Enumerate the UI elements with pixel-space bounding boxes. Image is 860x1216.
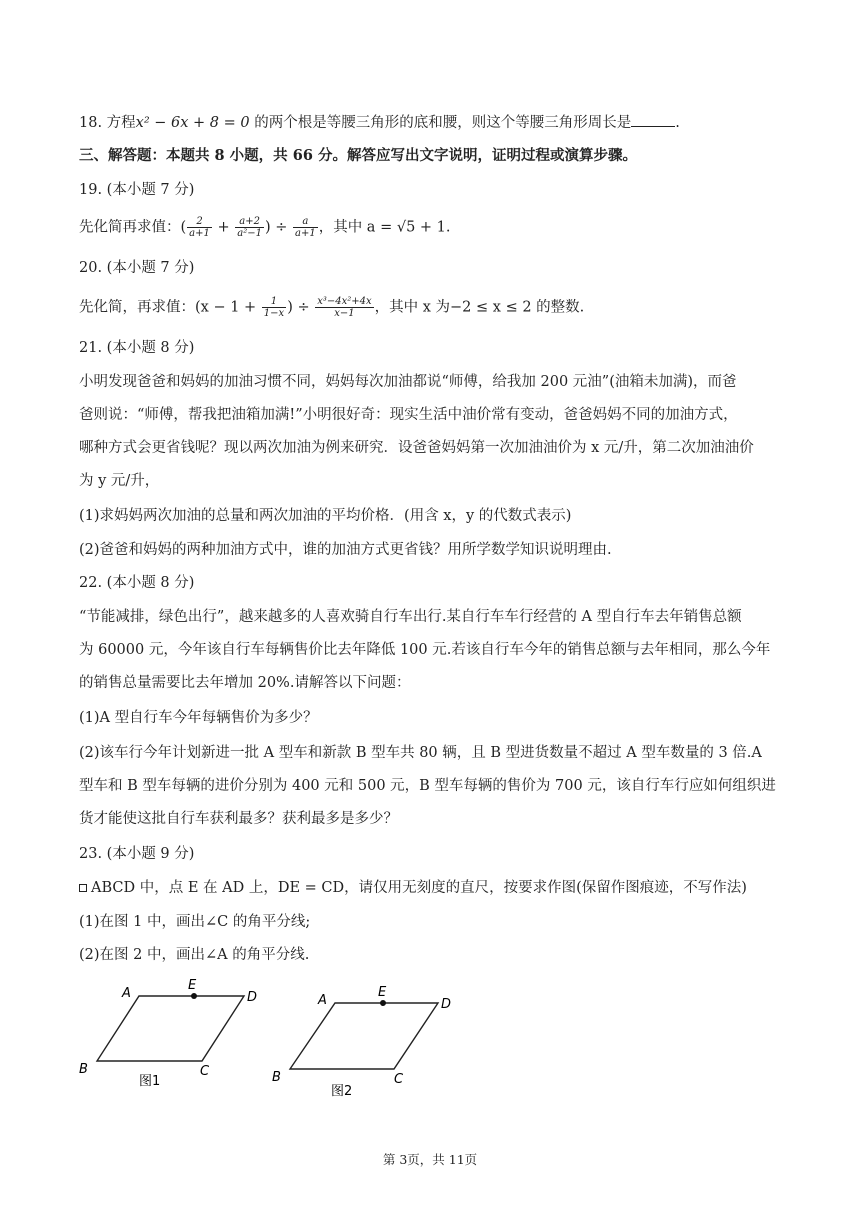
q20-tail: ，其中 x 为−2 ≤ x ≤ 2 的整数. (374, 299, 585, 316)
label-c: C (200, 1064, 210, 1079)
answer-blank (631, 112, 675, 127)
label-d: D (247, 990, 258, 1005)
q21-line-1: 小明发现爸爸和妈妈的加油习惯不同，妈妈每次加油都说“师傅，给我加 200 元油”(油箱未加满)，而爸 (79, 374, 737, 390)
label-d: D (441, 997, 452, 1012)
q18-line (79, 112, 680, 133)
q21-heading: 21. (本小题 8 分) (79, 340, 195, 356)
q20-statement (79, 296, 584, 319)
page-footer: 第 3页，共 11页 (382, 1152, 478, 1167)
q19-fraction-2 (235, 216, 264, 239)
fraction-numerator: a (293, 216, 318, 228)
q21-line-3: 哪种方式会更省钱呢？现以两次加油为例来研究．设爸爸妈妈第一次加油油价为 x 元/升，第二次加油油价 (79, 440, 754, 456)
q18-equation: x² − 6x + 8 = 0 (135, 115, 250, 131)
fraction-denominator: a²−1 (237, 228, 262, 239)
figures (0, 975, 860, 1115)
q19-statement (79, 216, 451, 239)
q19-fraction-1 (187, 216, 212, 239)
parallelogram-2 (290, 1003, 438, 1069)
figure-1-caption: 图1 (139, 1074, 161, 1089)
fraction-denominator: a+1 (295, 228, 316, 239)
q19-lead: 先化简再求值：( (79, 219, 187, 236)
figure-2-caption: 图2 (331, 1084, 353, 1099)
q22-line-2: 为 60000 元，今年该自行车每辆售价比去年降低 100 元.若该自行车今年的销售总额与去年相同，那么今年 (79, 642, 771, 658)
fraction-numerator: 1 (262, 296, 286, 308)
fraction-numerator: x³−4x²+4x (317, 296, 372, 307)
figure-1 (79, 978, 257, 1089)
label-e: E (188, 978, 197, 993)
q20-heading: 20. (本小题 7 分) (79, 260, 195, 276)
fraction-denominator: a+1 (189, 228, 210, 239)
label-b: B (79, 1062, 88, 1077)
q18-prefix: 18. 方程 (79, 115, 136, 131)
fraction-denominator: x−1 (334, 308, 355, 319)
q22-heading: 22. (本小题 8 分) (79, 575, 195, 591)
q20-fraction-1 (262, 296, 286, 319)
label-c: C (394, 1072, 404, 1087)
q18-end: . (675, 115, 680, 131)
q19-fraction-3 (293, 216, 318, 239)
label-a: A (122, 986, 131, 1001)
q20-fraction-2 (315, 296, 373, 319)
q21-part-2: (2)爸爸和妈妈的两种加油方式中，谁的加油方式更省钱？用所学数学知识说明理由. (79, 542, 612, 558)
label-a: A (318, 993, 327, 1008)
divide-sign: ) ÷ (287, 299, 315, 316)
q21-line-2: 爸则说：“师傅，帮我把油箱加满!”小明很好奇：现实生活中油价常有变动，爸爸妈妈不同的加油方式， (79, 407, 738, 423)
q23-heading: 23. (本小题 9 分) (79, 846, 195, 862)
section-heading: 三、解答题：本题共 8 小题，共 66 分。解答应写出文字说明，证明过程或演算步骤。 (79, 147, 637, 164)
figure-2 (272, 985, 451, 1099)
q23-part-2: (2)在图 2 中，画出∠A 的角平分线. (79, 947, 310, 963)
q22-part-2-line-1: (2)该车行今年计划新进一批 A 型车和新款 B 型车共 80 辆，且 B 型进货数量不超过 A 型车数量的 3 倍.A (79, 745, 762, 761)
point-e-1 (191, 993, 197, 999)
q22-line-1: “节能减排，绿色出行”，越来越多的人喜欢骑自行车出行.某自行车车行经营的 A 型自行车去年销售总额 (79, 609, 742, 625)
fraction-numerator: a+2 (235, 216, 264, 228)
q23-statement (79, 878, 747, 898)
divide-sign: ) ÷ (264, 219, 292, 236)
parallelogram-1 (97, 996, 244, 1061)
q22-part-2-line-2: 型车和 B 型车每辆的进价分别为 400 元和 500 元，B 型车每辆的售价为 700 元，该自行车行应如何组织进 (79, 778, 776, 794)
q19-tail: ，其中 a = √5 + 1. (318, 219, 451, 236)
q21-part-1: (1)求妈妈两次加油的总量和两次加油的平均价格．(用含 x，y 的代数式表示) (79, 508, 572, 524)
q21-line-4: 为 y 元/升， (79, 473, 160, 489)
fraction-numerator: 2 (187, 216, 212, 228)
q23-part-1: (1)在图 1 中，画出∠C 的角平分线; (79, 914, 311, 930)
plus-sign: + (212, 219, 235, 236)
q22-part-2-line-3: 货才能使这批自行车获利最多？获利最多是多少？ (79, 811, 398, 827)
label-e: E (378, 985, 387, 1000)
q18-suffix: 的两个根是等腰三角形的底和腰，则这个等腰三角形周长是 (249, 115, 632, 131)
q20-lead: 先化简，再求值：(x − 1 + (79, 299, 261, 316)
fraction-denominator: 1−x (263, 308, 285, 319)
q23-text: ABCD 中，点 E 在 AD 上，DE = CD，请仅用无刻度的直尺，按要求作图(保留作图痕迹，不写作法) (91, 880, 747, 896)
q22-part-1: (1)A 型自行车今年每辆售价为多少？ (79, 710, 318, 726)
q22-line-3: 的销售总量需要比去年增加 20%.请解答以下问题： (79, 675, 411, 691)
parallelogram-symbol-icon (79, 884, 87, 892)
point-e-2 (380, 1000, 386, 1006)
label-b: B (272, 1070, 281, 1085)
q19-heading: 19. (本小题 7 分) (79, 182, 195, 198)
